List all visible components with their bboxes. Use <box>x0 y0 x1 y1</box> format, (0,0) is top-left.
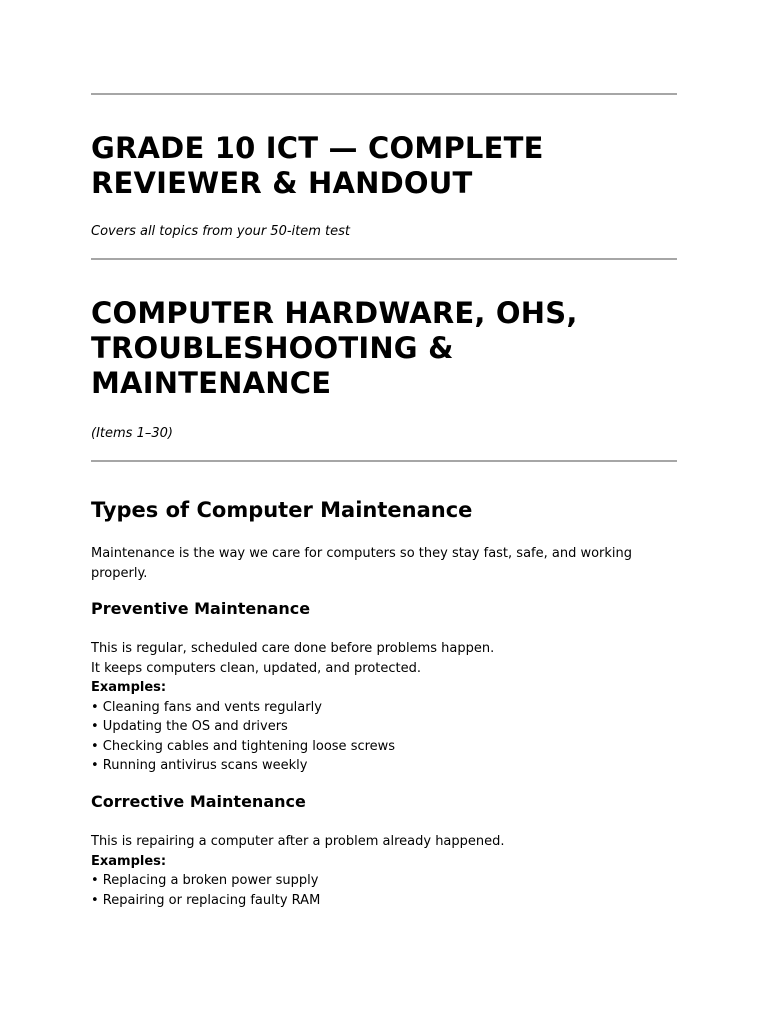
section-items-note: (Items 1–30) <box>91 426 173 441</box>
document-subtitle: Covers all topics from your 50-item test <box>91 224 350 239</box>
document-title: GRADE 10 ICT — COMPLETE REVIEWER & HANDOUT <box>91 131 544 200</box>
corrective-heading: Corrective Maintenance <box>91 792 306 811</box>
preventive-heading: Preventive Maintenance <box>91 599 311 618</box>
content-divider <box>91 460 677 462</box>
section-divider <box>91 258 677 260</box>
list-item: • Updating the OS and drivers <box>91 719 288 734</box>
list-item: • Cleaning fans and vents regularly <box>91 699 322 715</box>
maintenance-intro: Maintenance is the way we care for computers so they stay fast, safe, and working properly. <box>91 546 633 581</box>
list-item: • Repairing or replacing faulty RAM <box>91 892 321 908</box>
top-divider <box>91 93 677 95</box>
list-item: • Running antivirus scans weekly <box>91 758 308 773</box>
list-item: • Checking cables and tightening loose screws <box>91 738 396 754</box>
corrective-examples-label: Examples: <box>91 853 167 869</box>
section-title: COMPUTER HARDWARE, OHS, TROUBLESHOOTING & MAINTENANCE <box>91 296 578 400</box>
preventive-purpose: It keeps computers clean, updated, and protected. <box>91 660 422 676</box>
corrective-description: This is repairing a computer after a problem already happened. <box>91 834 505 849</box>
list-item: • Replacing a broken power supply <box>91 873 319 888</box>
preventive-body <box>91 639 677 776</box>
maintenance-heading: Types of Computer Maintenance <box>91 498 473 522</box>
preventive-examples-label: Examples: <box>91 680 167 695</box>
preventive-description: This is regular, scheduled care done before problems happen. <box>91 641 495 656</box>
corrective-body <box>91 832 677 910</box>
